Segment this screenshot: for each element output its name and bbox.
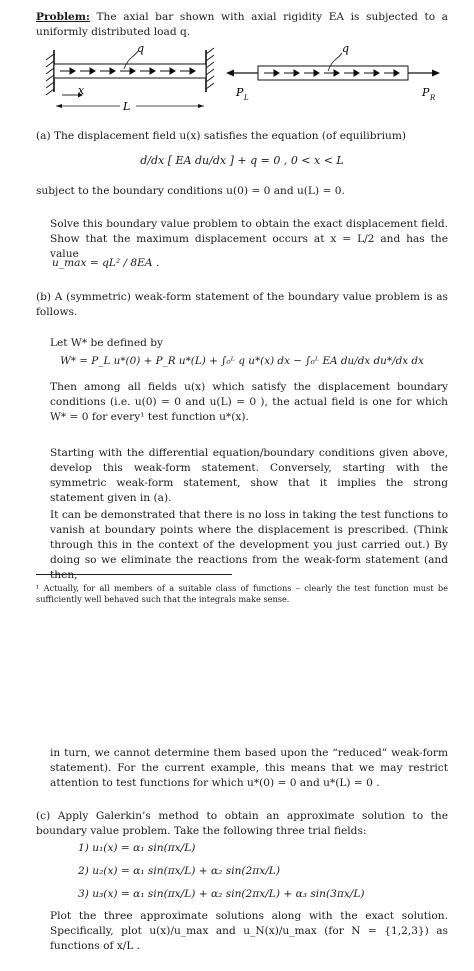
part-b-paragraph-2: Starting with the differential equation/boundary conditions given above, develop this weak-form statement. Conversely, starting with the symmetric weak-form statement, show that it implies the strong statement given in (a). (50, 447, 448, 505)
footnote: ¹ Actually, for all members of a suitable class of functions – clearly the test function must be sufficiently well behaved such that the integrals make sense. (36, 583, 448, 605)
weak-form-equation: W* = P_L u*(0) + P_R u*(L) + ∫₀ᴸ q u*(x) dx − ∫₀ᴸ EA du/dx du*/dx dx (60, 355, 424, 367)
x-axis-label: x (78, 84, 85, 97)
pl-subscript: L (244, 94, 249, 102)
pr-subscript: R (430, 94, 436, 102)
page2-continuation: in turn, we cannot determine them based upon the “reduced” weak-form statement). For the current example, this means that we may restrict attention to test functions for which u*(0) = 0 and u*(L) = 0 . (50, 747, 448, 790)
trial-field-2: 2) u₂(x) = α₁ sin(πx/L) + α₂ sin(2πx/L) (78, 865, 280, 877)
trial-field-1: 1) u₁(x) = α₁ sin(πx/L) (78, 842, 196, 854)
problem-text: The axial bar shown with axial rigidity EA is subjected to a uniformly distributed load q. (36, 11, 448, 39)
equilibrium-equation: d/dx [ EA du/dx ] + q = 0 , 0 < x < L (140, 154, 344, 167)
bar-figure (36, 40, 448, 120)
part-b-paragraph-3: It can be demonstrated that there is no loss in taking the test functions to vanish at boundary points where the displacement is prescribed. (Think through this in the context of the development you just carried out.) By doing so we eliminate the reactions from the weak-form statement (and then, (50, 509, 448, 582)
trial-field-3: 3) u₃(x) = α₁ sin(πx/L) + α₂ sin(2πx/L) + α₃ sin(3πx/L) (78, 888, 365, 900)
load-label-right: q (342, 42, 350, 55)
length-label: L (123, 100, 131, 113)
pr-label: P (422, 86, 430, 99)
footnote-rule (36, 574, 232, 575)
pl-label: P (236, 86, 244, 99)
umax-formula: u_max = qL² / 8EA . (52, 257, 160, 269)
part-b-let: Let W* be defined by (50, 337, 164, 349)
part-a-task: Solve this boundary value problem to obtain the exact displacement field. Show that the maximum displacement occurs at x = L/2 and has the value (50, 218, 448, 261)
part-a-intro: (a) The displacement field u(x) satisfies the equation (of equilibrium) (36, 130, 407, 142)
part-b-intro: (b) A (symmetric) weak-form statement of the boundary value problem is as follows. (36, 291, 448, 319)
load-label-left: q (137, 42, 145, 55)
problem-label: Problem: (36, 11, 90, 23)
boundary-conditions: subject to the boundary conditions u(0) = 0 and u(L) = 0. (36, 185, 345, 197)
part-c-intro: (c) Apply Galerkin’s method to obtain an approximate solution to the boundary value problem. Take the following three trial fields: (36, 810, 448, 838)
part-b-then: Then among all fields u(x) which satisfy the displacement boundary conditions (i.e. u(0) = 0 and u(L) = 0 ), the actual field is one for which W* = 0 for every¹ test function u*(x). (50, 381, 448, 424)
problem-statement (36, 10, 448, 40)
part-c-plot-instructions: Plot the three approximate solutions along with the exact solution. Specifically, plot u(x)/u_max and u_N(x)/u_max (for N = {1,2,3}) as functions of x/L . (50, 910, 448, 953)
